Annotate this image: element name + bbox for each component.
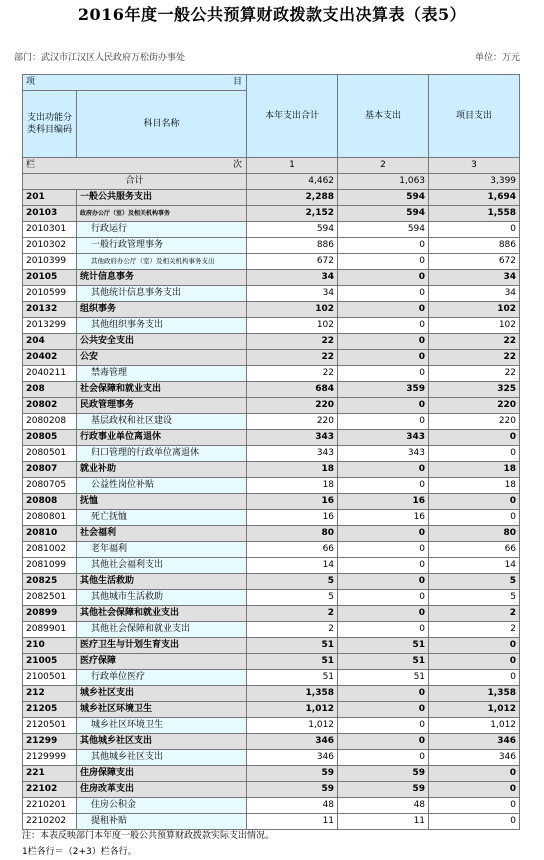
row-total: 34 bbox=[247, 286, 338, 302]
row-basic: 594 bbox=[338, 190, 429, 206]
row-project: 18 bbox=[429, 462, 520, 478]
table-row bbox=[23, 318, 520, 334]
row-basic: 594 bbox=[338, 206, 429, 222]
row-basic: 0 bbox=[338, 334, 429, 350]
row-total: 2,152 bbox=[247, 206, 338, 222]
row-code: 21005 bbox=[23, 654, 77, 670]
header-xiang: 项 bbox=[26, 77, 36, 87]
header-ci: 次 bbox=[233, 160, 243, 170]
row-basic: 0 bbox=[338, 318, 429, 334]
row-project: 346 bbox=[429, 750, 520, 766]
table-row bbox=[23, 718, 520, 734]
row-code: 2120501 bbox=[23, 718, 77, 734]
table-row bbox=[23, 590, 520, 606]
row-code: 20402 bbox=[23, 350, 77, 366]
row-total: 2 bbox=[247, 606, 338, 622]
unit-label: 单位：万元 bbox=[474, 53, 520, 63]
row-name: 住房保障支出 bbox=[77, 766, 247, 782]
row-code: 2010302 bbox=[23, 238, 77, 254]
row-total: 51 bbox=[247, 654, 338, 670]
row-total: 1,358 bbox=[247, 686, 338, 702]
row-name: 公共安全支出 bbox=[77, 334, 247, 350]
row-project: 0 bbox=[429, 494, 520, 510]
row-total: 594 bbox=[247, 222, 338, 238]
row-project: 0 bbox=[429, 446, 520, 462]
row-name: 一般行政管理事务 bbox=[77, 238, 247, 254]
table-row bbox=[23, 766, 520, 782]
row-code: 20899 bbox=[23, 606, 77, 622]
row-name: 城乡社区环境卫生 bbox=[77, 702, 247, 718]
row-name: 提租补贴 bbox=[77, 814, 247, 830]
row-name: 社会保障和就业支出 bbox=[77, 382, 247, 398]
table-row bbox=[23, 190, 520, 206]
row-project: 0 bbox=[429, 510, 520, 526]
row-project: 34 bbox=[429, 286, 520, 302]
header-name-col: 科目名称 bbox=[77, 91, 247, 158]
row-code: 21299 bbox=[23, 734, 77, 750]
row-project: 1,358 bbox=[429, 686, 520, 702]
row-basic: 0 bbox=[338, 398, 429, 414]
row-project: 886 bbox=[429, 238, 520, 254]
row-total: 59 bbox=[247, 766, 338, 782]
row-project: 672 bbox=[429, 254, 520, 270]
row-name: 就业补助 bbox=[77, 462, 247, 478]
row-code: 2010399 bbox=[23, 254, 77, 270]
row-basic: 0 bbox=[338, 462, 429, 478]
table-row bbox=[23, 494, 520, 510]
row-code: 2080501 bbox=[23, 446, 77, 462]
row-code: 20802 bbox=[23, 398, 77, 414]
row-project: 22 bbox=[429, 350, 520, 366]
row-basic: 0 bbox=[338, 750, 429, 766]
row-project: 1,694 bbox=[429, 190, 520, 206]
row-basic: 343 bbox=[338, 430, 429, 446]
header-col-project: 项目支出 bbox=[429, 75, 520, 158]
row-total: 51 bbox=[247, 638, 338, 654]
row-basic: 0 bbox=[338, 478, 429, 494]
row-total: 343 bbox=[247, 430, 338, 446]
row-basic: 0 bbox=[338, 366, 429, 382]
row-code: 20105 bbox=[23, 270, 77, 286]
row-code: 221 bbox=[23, 766, 77, 782]
row-total: 2 bbox=[247, 622, 338, 638]
row-code: 201 bbox=[23, 190, 77, 206]
row-code: 2089901 bbox=[23, 622, 77, 638]
row-total: 11 bbox=[247, 814, 338, 830]
header-xiang-mu-cell bbox=[23, 75, 247, 91]
row-basic: 0 bbox=[338, 414, 429, 430]
total-row bbox=[23, 174, 520, 190]
table-row bbox=[23, 350, 520, 366]
table-row bbox=[23, 238, 520, 254]
row-basic: 0 bbox=[338, 622, 429, 638]
row-name: 禁毒管理 bbox=[77, 366, 247, 382]
table-row bbox=[23, 462, 520, 478]
row-name: 公益性岗位补贴 bbox=[77, 478, 247, 494]
row-project: 1,012 bbox=[429, 702, 520, 718]
row-name: 老年福利 bbox=[77, 542, 247, 558]
row-basic: 0 bbox=[338, 686, 429, 702]
row-code: 20103 bbox=[23, 206, 77, 222]
table-row bbox=[23, 414, 520, 430]
row-total: 886 bbox=[247, 238, 338, 254]
row-basic: 0 bbox=[338, 302, 429, 318]
row-basic: 359 bbox=[338, 382, 429, 398]
table-row bbox=[23, 254, 520, 270]
table-row bbox=[23, 286, 520, 302]
row-project: 0 bbox=[429, 430, 520, 446]
table-row bbox=[23, 542, 520, 558]
row-basic: 594 bbox=[338, 222, 429, 238]
row-basic: 16 bbox=[338, 494, 429, 510]
header-code-col: 支出功能分类科目编码 bbox=[23, 91, 77, 158]
row-project: 14 bbox=[429, 558, 520, 574]
row-total: 66 bbox=[247, 542, 338, 558]
row-name: 其他城乡社区支出 bbox=[77, 750, 247, 766]
header-row-index bbox=[23, 158, 520, 174]
row-code: 20808 bbox=[23, 494, 77, 510]
row-project: 220 bbox=[429, 414, 520, 430]
row-name: 医疗卫生与计划生育支出 bbox=[77, 638, 247, 654]
row-project: 0 bbox=[429, 670, 520, 686]
row-code: 210 bbox=[23, 638, 77, 654]
row-total: 346 bbox=[247, 750, 338, 766]
row-project: 0 bbox=[429, 782, 520, 798]
row-basic: 0 bbox=[338, 286, 429, 302]
table-row bbox=[23, 398, 520, 414]
table-row bbox=[23, 782, 520, 798]
row-name: 其他社会福利支出 bbox=[77, 558, 247, 574]
header-index-2: 2 bbox=[338, 158, 429, 174]
row-code: 2081002 bbox=[23, 542, 77, 558]
header-row-top bbox=[23, 75, 520, 91]
row-name: 住房公积金 bbox=[77, 798, 247, 814]
row-total: 220 bbox=[247, 414, 338, 430]
table-row bbox=[23, 702, 520, 718]
table-row bbox=[23, 686, 520, 702]
table-row bbox=[23, 606, 520, 622]
row-name: 医疗保障 bbox=[77, 654, 247, 670]
table-row bbox=[23, 382, 520, 398]
row-name: 其他城市生活救助 bbox=[77, 590, 247, 606]
row-total: 343 bbox=[247, 446, 338, 462]
row-basic: 0 bbox=[338, 574, 429, 590]
row-name: 其他城乡社区支出 bbox=[77, 734, 247, 750]
row-name: 基层政权和社区建设 bbox=[77, 414, 247, 430]
row-basic: 16 bbox=[338, 510, 429, 526]
table-row bbox=[23, 206, 520, 222]
row-basic: 51 bbox=[338, 654, 429, 670]
table-row bbox=[23, 654, 520, 670]
row-name: 行政运行 bbox=[77, 222, 247, 238]
row-code: 20807 bbox=[23, 462, 77, 478]
footnote-2: 1栏各行＝（2+3）栏各行。 bbox=[22, 847, 137, 857]
row-code: 2210202 bbox=[23, 814, 77, 830]
row-basic: 0 bbox=[338, 590, 429, 606]
row-total: 80 bbox=[247, 526, 338, 542]
row-project: 5 bbox=[429, 574, 520, 590]
header-lan-ci-cell bbox=[23, 158, 247, 174]
row-project: 0 bbox=[429, 222, 520, 238]
table-row bbox=[23, 798, 520, 814]
table-row bbox=[23, 334, 520, 350]
row-code: 20132 bbox=[23, 302, 77, 318]
table-row bbox=[23, 302, 520, 318]
row-project: 2 bbox=[429, 606, 520, 622]
row-project: 5 bbox=[429, 590, 520, 606]
row-code: 2081099 bbox=[23, 558, 77, 574]
row-name: 其他统计信息事务支出 bbox=[77, 286, 247, 302]
row-name: 政府办公厅（室）及相关机构事务 bbox=[77, 206, 247, 222]
row-code: 2010599 bbox=[23, 286, 77, 302]
total-label: 合计 bbox=[23, 174, 247, 190]
budget-table bbox=[22, 74, 520, 830]
row-code: 208 bbox=[23, 382, 77, 398]
row-total: 684 bbox=[247, 382, 338, 398]
row-basic: 0 bbox=[338, 526, 429, 542]
row-basic: 0 bbox=[338, 542, 429, 558]
row-code: 2129999 bbox=[23, 750, 77, 766]
row-basic: 0 bbox=[338, 718, 429, 734]
row-project: 102 bbox=[429, 302, 520, 318]
table-row bbox=[23, 430, 520, 446]
table-row bbox=[23, 526, 520, 542]
row-project: 0 bbox=[429, 814, 520, 830]
row-total: 16 bbox=[247, 510, 338, 526]
footnote-1: 注：本表反映部门本年度一般公共预算财政拨款实际支出情况。 bbox=[22, 831, 275, 841]
row-code: 22102 bbox=[23, 782, 77, 798]
table-row bbox=[23, 446, 520, 462]
row-code: 2080208 bbox=[23, 414, 77, 430]
department-label: 部门：武汉市江汉区人民政府万松街办事处 bbox=[14, 53, 186, 63]
row-total: 220 bbox=[247, 398, 338, 414]
row-code: 204 bbox=[23, 334, 77, 350]
row-code: 2082501 bbox=[23, 590, 77, 606]
row-total: 22 bbox=[247, 366, 338, 382]
row-project: 220 bbox=[429, 398, 520, 414]
row-project: 2 bbox=[429, 622, 520, 638]
row-total: 5 bbox=[247, 574, 338, 590]
row-project: 34 bbox=[429, 270, 520, 286]
table-row bbox=[23, 510, 520, 526]
header-index-1: 1 bbox=[247, 158, 338, 174]
row-code: 2080705 bbox=[23, 478, 77, 494]
row-name: 社会福利 bbox=[77, 526, 247, 542]
table-row bbox=[23, 638, 520, 654]
table-row bbox=[23, 478, 520, 494]
row-name: 住房改革支出 bbox=[77, 782, 247, 798]
row-basic: 11 bbox=[338, 814, 429, 830]
row-total: 102 bbox=[247, 302, 338, 318]
header-mu: 目 bbox=[233, 77, 243, 87]
row-name: 统计信息事务 bbox=[77, 270, 247, 286]
row-total: 16 bbox=[247, 494, 338, 510]
row-code: 20810 bbox=[23, 526, 77, 542]
row-basic: 0 bbox=[338, 606, 429, 622]
row-total: 59 bbox=[247, 782, 338, 798]
row-total: 48 bbox=[247, 798, 338, 814]
row-total: 18 bbox=[247, 478, 338, 494]
row-name: 归口管理的行政单位离退休 bbox=[77, 446, 247, 462]
total-amount: 4,462 bbox=[247, 174, 338, 190]
row-project: 102 bbox=[429, 318, 520, 334]
table-row bbox=[23, 366, 520, 382]
row-project: 0 bbox=[429, 654, 520, 670]
row-name: 公安 bbox=[77, 350, 247, 366]
row-code: 20805 bbox=[23, 430, 77, 446]
row-code: 2210201 bbox=[23, 798, 77, 814]
row-code: 2080801 bbox=[23, 510, 77, 526]
row-project: 0 bbox=[429, 766, 520, 782]
row-basic: 0 bbox=[338, 558, 429, 574]
row-name: 一般公共服务支出 bbox=[77, 190, 247, 206]
table-row bbox=[23, 670, 520, 686]
row-code: 20825 bbox=[23, 574, 77, 590]
row-name: 其他社会保障和就业支出 bbox=[77, 622, 247, 638]
page-title: 2016年度一般公共预算财政拨款支出决算表（表5） bbox=[77, 5, 467, 24]
row-total: 672 bbox=[247, 254, 338, 270]
row-basic: 0 bbox=[338, 350, 429, 366]
table-row bbox=[23, 574, 520, 590]
row-basic: 0 bbox=[338, 734, 429, 750]
row-project: 346 bbox=[429, 734, 520, 750]
row-code: 2013299 bbox=[23, 318, 77, 334]
row-code: 21205 bbox=[23, 702, 77, 718]
row-project: 22 bbox=[429, 334, 520, 350]
row-project: 0 bbox=[429, 798, 520, 814]
row-code: 212 bbox=[23, 686, 77, 702]
header-col-basic: 基本支出 bbox=[338, 75, 429, 158]
row-project: 325 bbox=[429, 382, 520, 398]
row-total: 102 bbox=[247, 318, 338, 334]
row-total: 1,012 bbox=[247, 702, 338, 718]
header-col-total: 本年支出合计 bbox=[247, 75, 338, 158]
row-basic: 48 bbox=[338, 798, 429, 814]
row-code: 2010301 bbox=[23, 222, 77, 238]
row-project: 0 bbox=[429, 638, 520, 654]
table-row bbox=[23, 558, 520, 574]
row-total: 5 bbox=[247, 590, 338, 606]
row-code: 2100501 bbox=[23, 670, 77, 686]
row-name: 其他政府办公厅（室）及相关机构事务支出 bbox=[77, 254, 247, 270]
row-total: 22 bbox=[247, 350, 338, 366]
row-project: 18 bbox=[429, 478, 520, 494]
table-row bbox=[23, 270, 520, 286]
row-basic: 0 bbox=[338, 702, 429, 718]
row-total: 346 bbox=[247, 734, 338, 750]
row-name: 其他社会保障和就业支出 bbox=[77, 606, 247, 622]
row-basic: 51 bbox=[338, 670, 429, 686]
row-basic: 343 bbox=[338, 446, 429, 462]
row-name: 行政事业单位离退休 bbox=[77, 430, 247, 446]
row-project: 80 bbox=[429, 526, 520, 542]
row-total: 14 bbox=[247, 558, 338, 574]
row-total: 2,288 bbox=[247, 190, 338, 206]
row-name: 城乡社区环境卫生 bbox=[77, 718, 247, 734]
row-basic: 59 bbox=[338, 766, 429, 782]
row-project: 22 bbox=[429, 366, 520, 382]
table-row bbox=[23, 750, 520, 766]
row-total: 22 bbox=[247, 334, 338, 350]
row-project: 66 bbox=[429, 542, 520, 558]
row-project: 1,558 bbox=[429, 206, 520, 222]
header-lan: 栏 bbox=[26, 160, 36, 170]
total-project: 3,399 bbox=[429, 174, 520, 190]
row-basic: 0 bbox=[338, 254, 429, 270]
row-total: 34 bbox=[247, 270, 338, 286]
total-basic: 1,063 bbox=[338, 174, 429, 190]
row-name: 组织事务 bbox=[77, 302, 247, 318]
row-total: 51 bbox=[247, 670, 338, 686]
row-name: 死亡抚恤 bbox=[77, 510, 247, 526]
row-name: 民政管理事务 bbox=[77, 398, 247, 414]
row-basic: 0 bbox=[338, 238, 429, 254]
table-row bbox=[23, 734, 520, 750]
row-name: 城乡社区支出 bbox=[77, 686, 247, 702]
table-row bbox=[23, 622, 520, 638]
row-total: 1,012 bbox=[247, 718, 338, 734]
row-total: 18 bbox=[247, 462, 338, 478]
row-basic: 51 bbox=[338, 638, 429, 654]
row-basic: 59 bbox=[338, 782, 429, 798]
row-project: 1,012 bbox=[429, 718, 520, 734]
row-name: 行政单位医疗 bbox=[77, 670, 247, 686]
row-basic: 0 bbox=[338, 270, 429, 286]
table-row bbox=[23, 222, 520, 238]
row-name: 抚恤 bbox=[77, 494, 247, 510]
row-name: 其他生活救助 bbox=[77, 574, 247, 590]
row-name: 其他组织事务支出 bbox=[77, 318, 247, 334]
header-index-3: 3 bbox=[429, 158, 520, 174]
row-code: 2040211 bbox=[23, 366, 77, 382]
